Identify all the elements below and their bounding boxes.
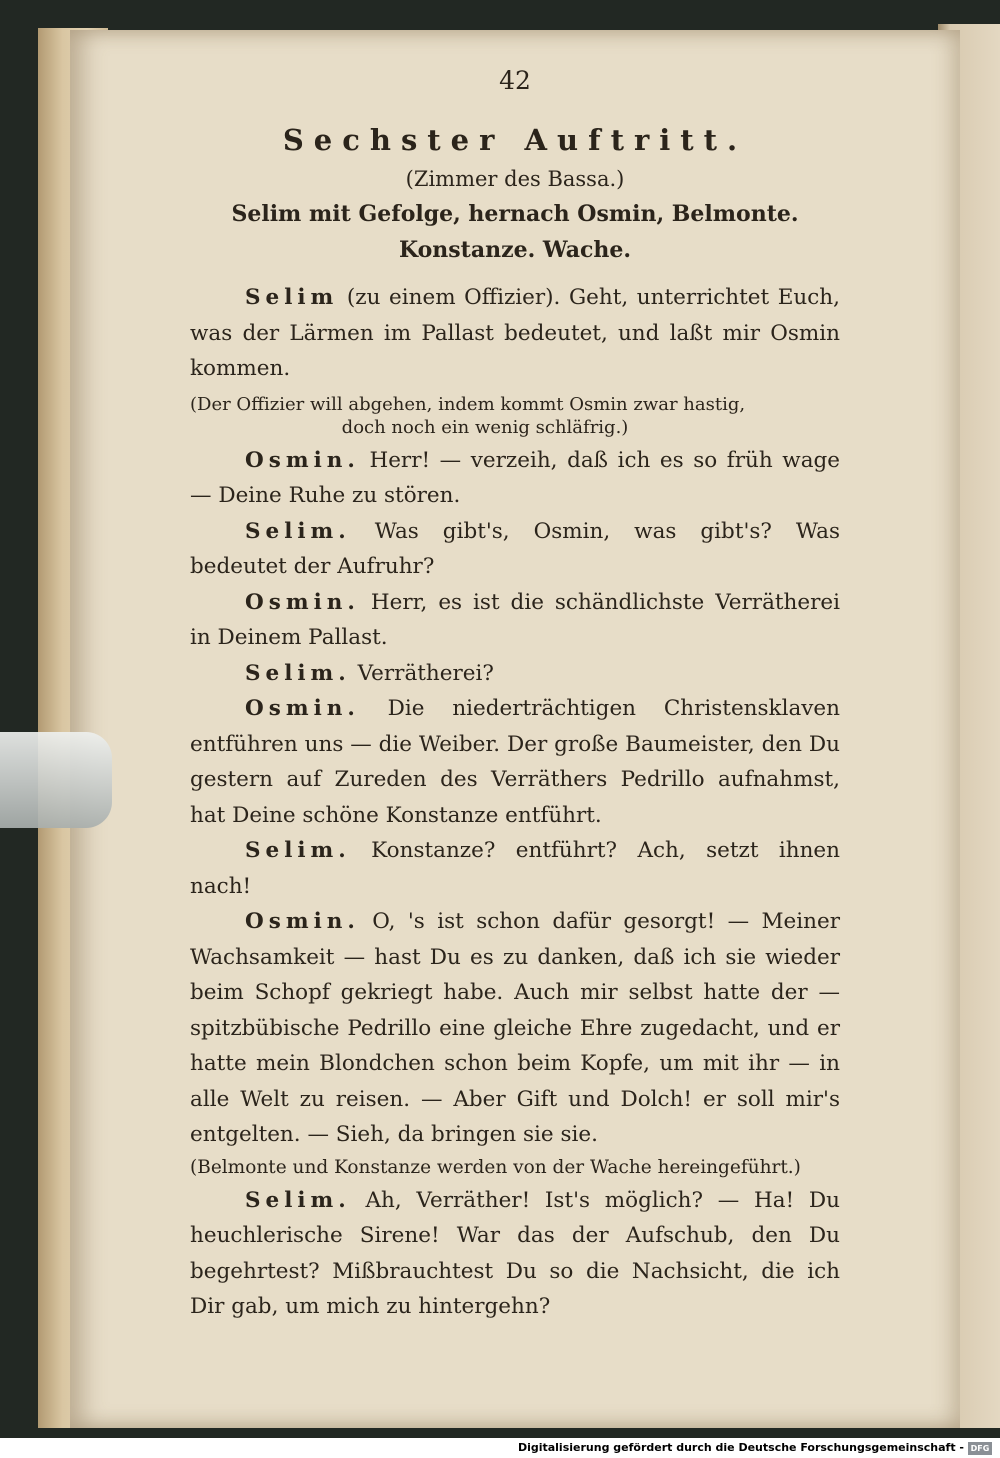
dialogue-text: O, 's ist schon dafür gesorgt! — Meiner Wachsamkeit — hast Du es zu danken, daß ich sie wieder beim Schopf gekriegt habe. Auch mir selbst hatte der — spitzbübische Pedrillo eine gleiche Ehre zugedacht, und er hatte mein Blondchen schon beim Kopfe, um mit ihr — in alle Welt zu reisen. — Aber Gift und Dolch! er soll mir's entgelten. — Sieh, da bringen sie sie. <box>190 909 840 1147</box>
speaker-name: Selim. <box>245 518 351 544</box>
dialogue-text: (zu einem Offizier). Geht, unterrichtet Euch, was der Lärmen im Pallast bedeutet, und laßt mir Osmin kommen. <box>190 285 840 381</box>
digitization-footer <box>0 1438 1000 1458</box>
page-text <box>190 64 840 1325</box>
dialogue-paragraph <box>190 514 840 585</box>
dialogue-text: Ah, Verräther! Ist's möglich? — Ha! Du heuchlerische Sirene! War das der Aufschub, den Du begehrtest? Mißbrauchtest Du so die Nachsicht, die ich Dir gab, um mich zu hintergehn? <box>190 1187 840 1319</box>
speaker-name: Selim. <box>245 1187 351 1213</box>
dialogue-paragraph <box>190 443 840 514</box>
speaker-name: Osmin. <box>245 909 360 934</box>
dfg-logo-icon: DFG <box>968 1442 992 1455</box>
dialogue-paragraph <box>190 691 840 833</box>
page-number: 42 <box>499 66 531 95</box>
stage-direction-line-2: doch noch ein wenig schläfrig.) <box>341 416 629 438</box>
dialogue-text: Die niederträchtigen Christensklaven entführen uns — die Weiber. Der große Baumeister, den Du gestern auf Zureden des Verräthers Pedrillo aufnahmst, hat Deine schöne Konstanze entführt. <box>190 696 840 828</box>
dialogue-text: Was gibt's, Osmin, was gibt's? Was bedeutet der Aufruhr? <box>190 518 840 579</box>
speaker-name: Osmin. <box>245 447 360 473</box>
speaker-name: Osmin. <box>245 696 360 721</box>
stage-direction: (Belmonte und Konstanze werden von der Wache hereingeführt.) <box>190 1156 801 1178</box>
dialogue-text: Herr, es ist die schändlichste Verrätherei in Deinem Pallast. <box>190 589 840 650</box>
speaker-name: Osmin. <box>245 589 360 615</box>
cast-line-1: Selim mit Gefolge, hernach Osmin, Belmonte. <box>231 201 799 227</box>
dialogue-paragraph <box>190 833 840 904</box>
scene-location: (Zimmer des Bassa.) <box>405 167 625 191</box>
dialogue-text: Herr! — verzeih, daß ich es so früh wage — Deine Ruhe zu stören. <box>190 447 840 508</box>
dialogue-text: Konstanze? entführt? Ach, setzt ihnen nach! <box>190 838 840 899</box>
dialogue-paragraph <box>190 656 840 692</box>
scanner-clamp-tab <box>0 732 112 828</box>
funding-credit: Digitalisierung gefördert durch die Deutsche Forschungsgemeinschaft - <box>517 1441 964 1454</box>
cast-line-2: Konstanze. Wache. <box>398 237 631 263</box>
dialogue-paragraph <box>190 904 840 1153</box>
dialogue-paragraph <box>190 585 840 656</box>
scene-title: Sechster Auftritt. <box>282 123 748 157</box>
stage-direction-line-1: (Der Offizier will abgehen, indem kommt Osmin zwar hastig, <box>190 393 746 415</box>
dialogue-text: Verrätherei? <box>350 660 494 686</box>
stage-direction <box>190 393 840 439</box>
speaker-name: Selim. <box>245 838 351 863</box>
speaker-name: Selim. <box>245 660 351 686</box>
speaker-name: Selim <box>245 285 339 310</box>
dialogue-paragraph <box>190 280 840 387</box>
dialogue-paragraph <box>190 1183 840 1325</box>
